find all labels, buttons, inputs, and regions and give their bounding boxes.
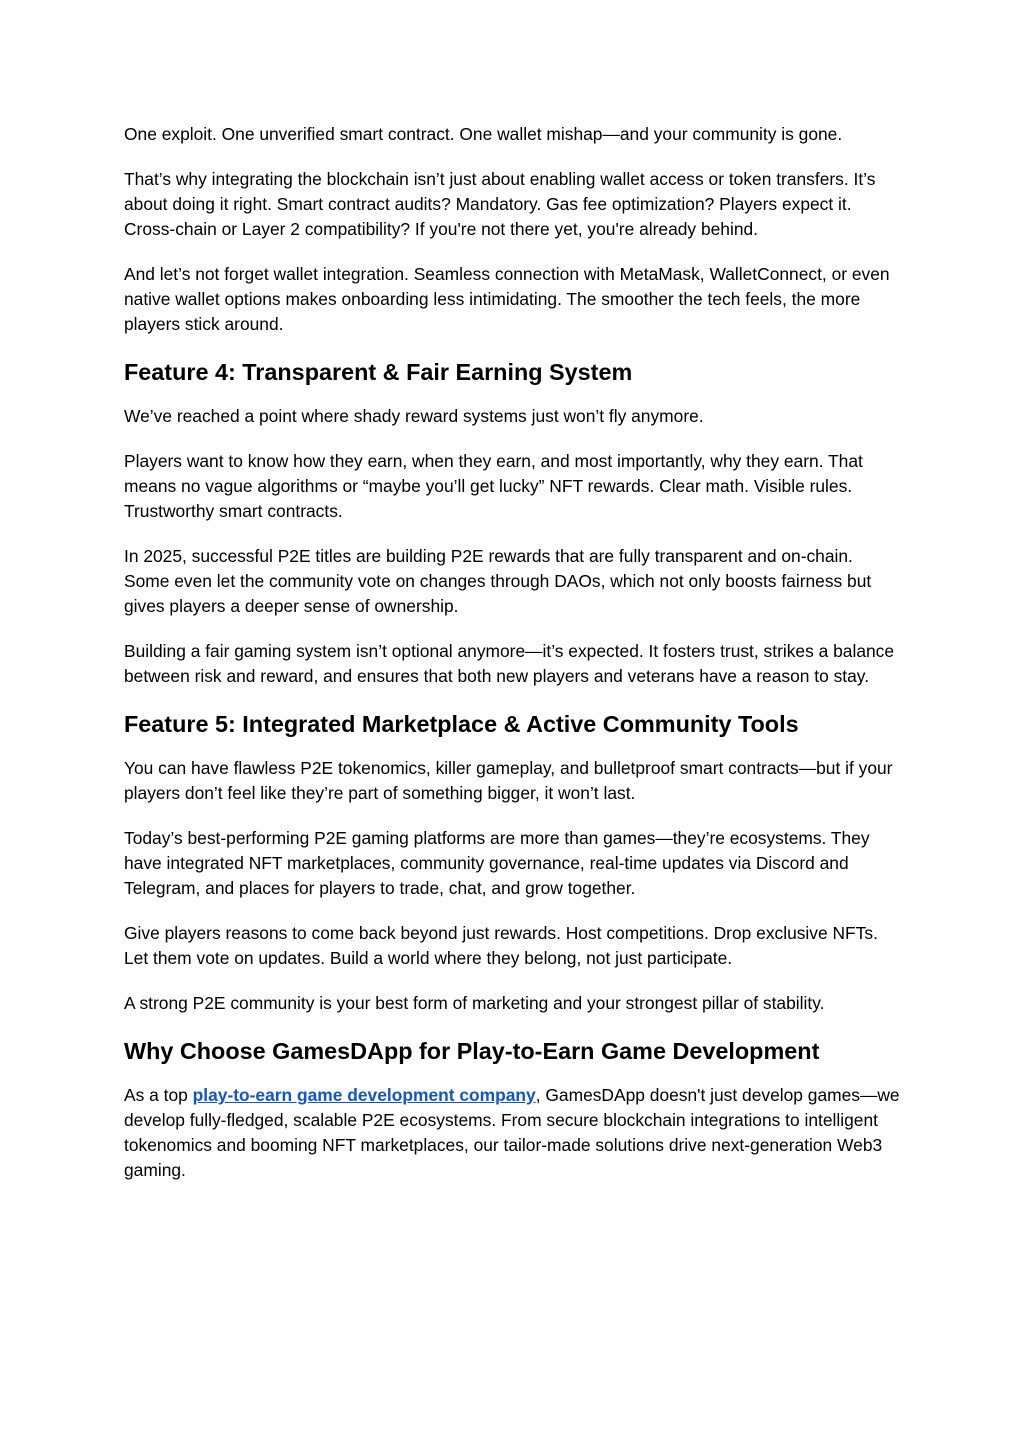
play-to-earn-company-link[interactable]: play-to-earn game development company [192,1085,536,1105]
why-choose-heading: Why Choose GamesDApp for Play-to-Earn Game Development [124,1038,820,1064]
document-page [124,122,900,1203]
intro-paragraph-3: And let’s not forget wallet integration. Seamless connection with MetaMask, WalletConnect, or even native wallet options makes onboarding less intimidating. The smoother the tech feels, the more players stick around. [124,264,890,334]
feature-4-paragraph-2: Players want to know how they earn, when they earn, and most importantly, why they earn. That means no vague algorithms or “maybe you’ll get lucky” NFT rewards. Clear math. Visible rules. Trustworthy smart contracts. [124,451,863,521]
feature-4-paragraph-4: Building a fair gaming system isn’t optional anymore—it’s expected. It fosters trust, strikes a balance between risk and reward, and ensures that both new players and veterans have a reason to stay. [124,641,895,686]
feature-5-paragraph-2: Today’s best-performing P2E gaming platforms are more than games—they’re ecosystems. They have integrated NFT marketplaces, community governance, real-time updates via Discord and Telegram, and places for players to trade, chat, and grow together. [124,828,870,898]
feature-4-paragraph-1: We’ve reached a point where shady reward systems just won’t fly anymore. [124,406,704,426]
why-choose-text-after: , GamesDApp doesn't just develop games—we develop fully-fledged, scalable P2E ecosystems. From secure blockchain integrations to intelligent tokenomics and booming NFT marketplaces, our tailor-made solutions drive next-generation Web3 gaming. [124,1085,900,1180]
feature-5-paragraph-3: Give players reasons to come back beyond just rewards. Host competitions. Drop exclusive NFTs. Let them vote on updates. Build a world where they belong, not just participate. [124,923,878,968]
feature-4-paragraph-3: In 2025, successful P2E titles are building P2E rewards that are fully transparent and on-chain. Some even let the community vote on changes through DAOs, which not only boosts fairness but gives players a deeper sense of ownership. [124,546,872,616]
feature-5-heading: Feature 5: Integrated Marketplace & Active Community Tools [124,711,799,737]
feature-5-paragraph-4: A strong P2E community is your best form of marketing and your strongest pillar of stability. [124,993,825,1013]
intro-paragraph-2: That’s why integrating the blockchain isn’t just about enabling wallet access or token transfers. It’s about doing it right. Smart contract audits? Mandatory. Gas fee optimization? Players expect it. Cross-chain or Layer 2 compatibility? If you're not there yet, you're already behind. [124,169,876,239]
feature-5-paragraph-1: You can have flawless P2E tokenomics, killer gameplay, and bulletproof smart contracts—but if your players don’t feel like they’re part of something bigger, it won’t last. [124,758,893,803]
why-choose-text-before: As a top [124,1085,193,1105]
why-choose-paragraph [124,1083,900,1183]
feature-4-heading: Feature 4: Transparent & Fair Earning System [124,359,633,385]
intro-paragraph-1: One exploit. One unverified smart contract. One wallet mishap—and your community is gone. [124,124,843,144]
